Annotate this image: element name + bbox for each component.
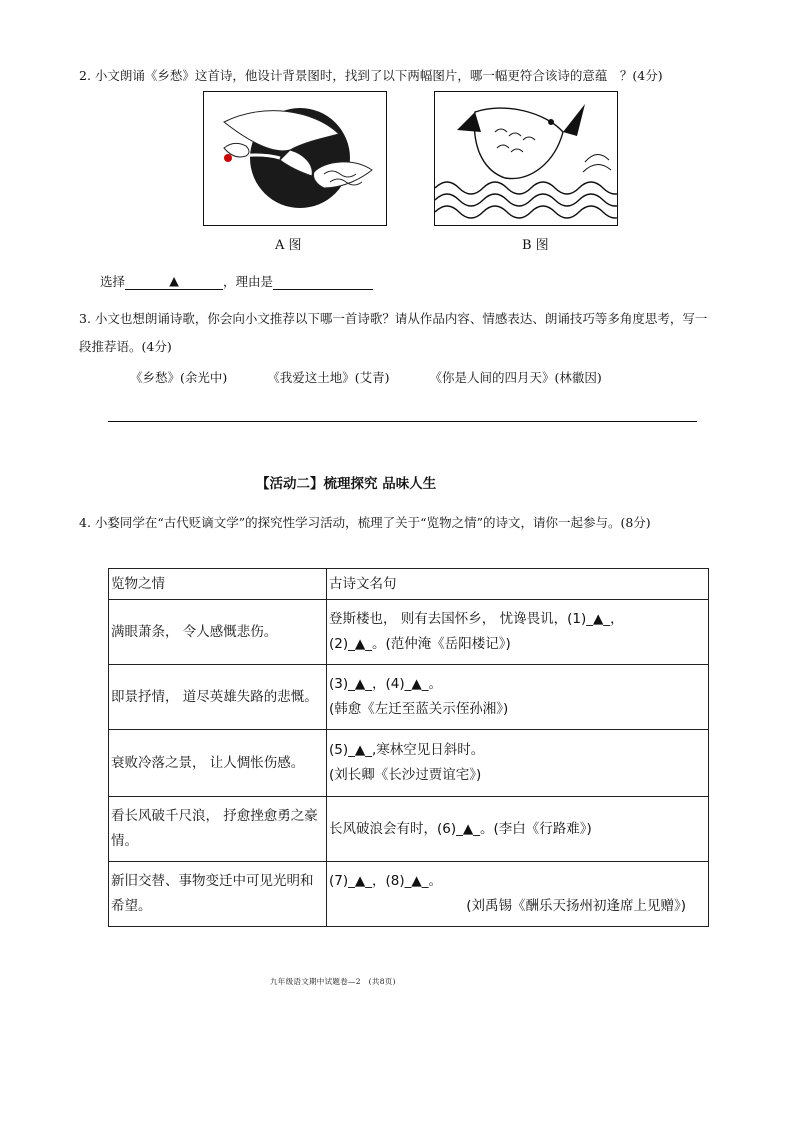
question-3-prompt: 3. 小文也想朗诵诗歌，你会向小文推荐以下哪一首诗歌？请从作品内容、情感表达、朗诵技巧等多角度思考，写一段推荐语。(4分) [79, 311, 708, 354]
choice-label: 选择 [100, 274, 126, 289]
feeling-cell: 衰败冷落之景， 让人惆怅伤感。 [109, 730, 327, 797]
table-header-row [109, 569, 709, 600]
line-text: (5)_▲_,寒林空见日斜时。 [329, 742, 485, 758]
line-text: (刘禹锡《酬乐天扬州初逢席上见赠》) [466, 898, 686, 914]
page-footer: 九年级语文期中试题卷—2 (共8页) [270, 977, 396, 986]
question-2-prompt: 2. 小文朗诵《乡愁》这首诗，他设计背景图时，找到了以下两幅图片，哪一幅更符合该诗的意蕴 ？(4分) [79, 68, 663, 83]
reason-label: ，理由是 [223, 274, 274, 289]
table-row [109, 665, 709, 730]
caption-image-b: B 图 [522, 238, 549, 253]
feeling-cell: 看长风破千尺浪， 抒愈挫愈勇之豪情。 [109, 797, 327, 862]
header-lines: 古诗文名句 [327, 569, 709, 600]
lines-cell[interactable] [327, 665, 709, 730]
lines-cell[interactable] [327, 600, 709, 665]
answer-line-q2 [100, 272, 373, 290]
choice-triangle: ▲ [169, 273, 179, 288]
answer-line-q3[interactable] [108, 421, 697, 422]
line-text: (韩愈《左迁至蓝关示侄孙湘》) [329, 701, 509, 717]
table-row [109, 730, 709, 797]
image-b-carp-waves [434, 91, 618, 226]
line-text: (7)_▲_，(8)_▲_。 [329, 873, 443, 889]
line-text: 长风破浪会有时，(6)_▲_。(李白《行路难》) [329, 820, 592, 837]
section-title: 【活动二】梳理探究 品味人生 [256, 476, 437, 492]
line-text: 登斯楼也， 则有去国怀乡， 忧谗畏讥，(1)_▲_， [329, 611, 624, 627]
feeling-cell: 即景抒情， 道尽英雄失路的悲慨。 [109, 665, 327, 730]
image-a-crane-moon [203, 91, 387, 226]
line-text: (3)_▲_，(4)_▲_。 [329, 676, 443, 692]
table-row [109, 797, 709, 862]
feeling-cell: 新旧交替、事物变迁中可见光明和希望。 [109, 862, 327, 927]
table-row [109, 862, 709, 927]
table-row [109, 600, 709, 665]
header-feeling: 览物之情 [109, 569, 327, 600]
line-text: (刘长卿《长沙过贾谊宅》) [329, 767, 482, 783]
poem-option: 《我爱这土地》(艾青) [267, 370, 390, 385]
poetry-table [108, 568, 709, 927]
lines-cell[interactable] [327, 862, 709, 927]
question-4-prompt: 4. 小婺同学在“古代贬谪文学”的探究性学习活动，梳理了关于“览物之情”的诗文，请你一起参与。(8分) [79, 515, 651, 530]
poem-option: 《你是人间的四月天》(林徽因) [429, 370, 602, 385]
lines-cell[interactable] [327, 730, 709, 797]
reason-blank[interactable] [273, 273, 373, 290]
feeling-cell: 满眼萧条， 令人感慨悲伤。 [109, 600, 327, 665]
poem-option: 《乡愁》(余光中) [130, 370, 228, 385]
poem-options [130, 368, 650, 386]
choice-blank[interactable] [125, 273, 223, 290]
caption-image-a: A 图 [275, 238, 302, 253]
line-text: (2)_▲_。(范仲淹《岳阳楼记》) [329, 636, 511, 652]
lines-cell[interactable] [327, 797, 709, 862]
